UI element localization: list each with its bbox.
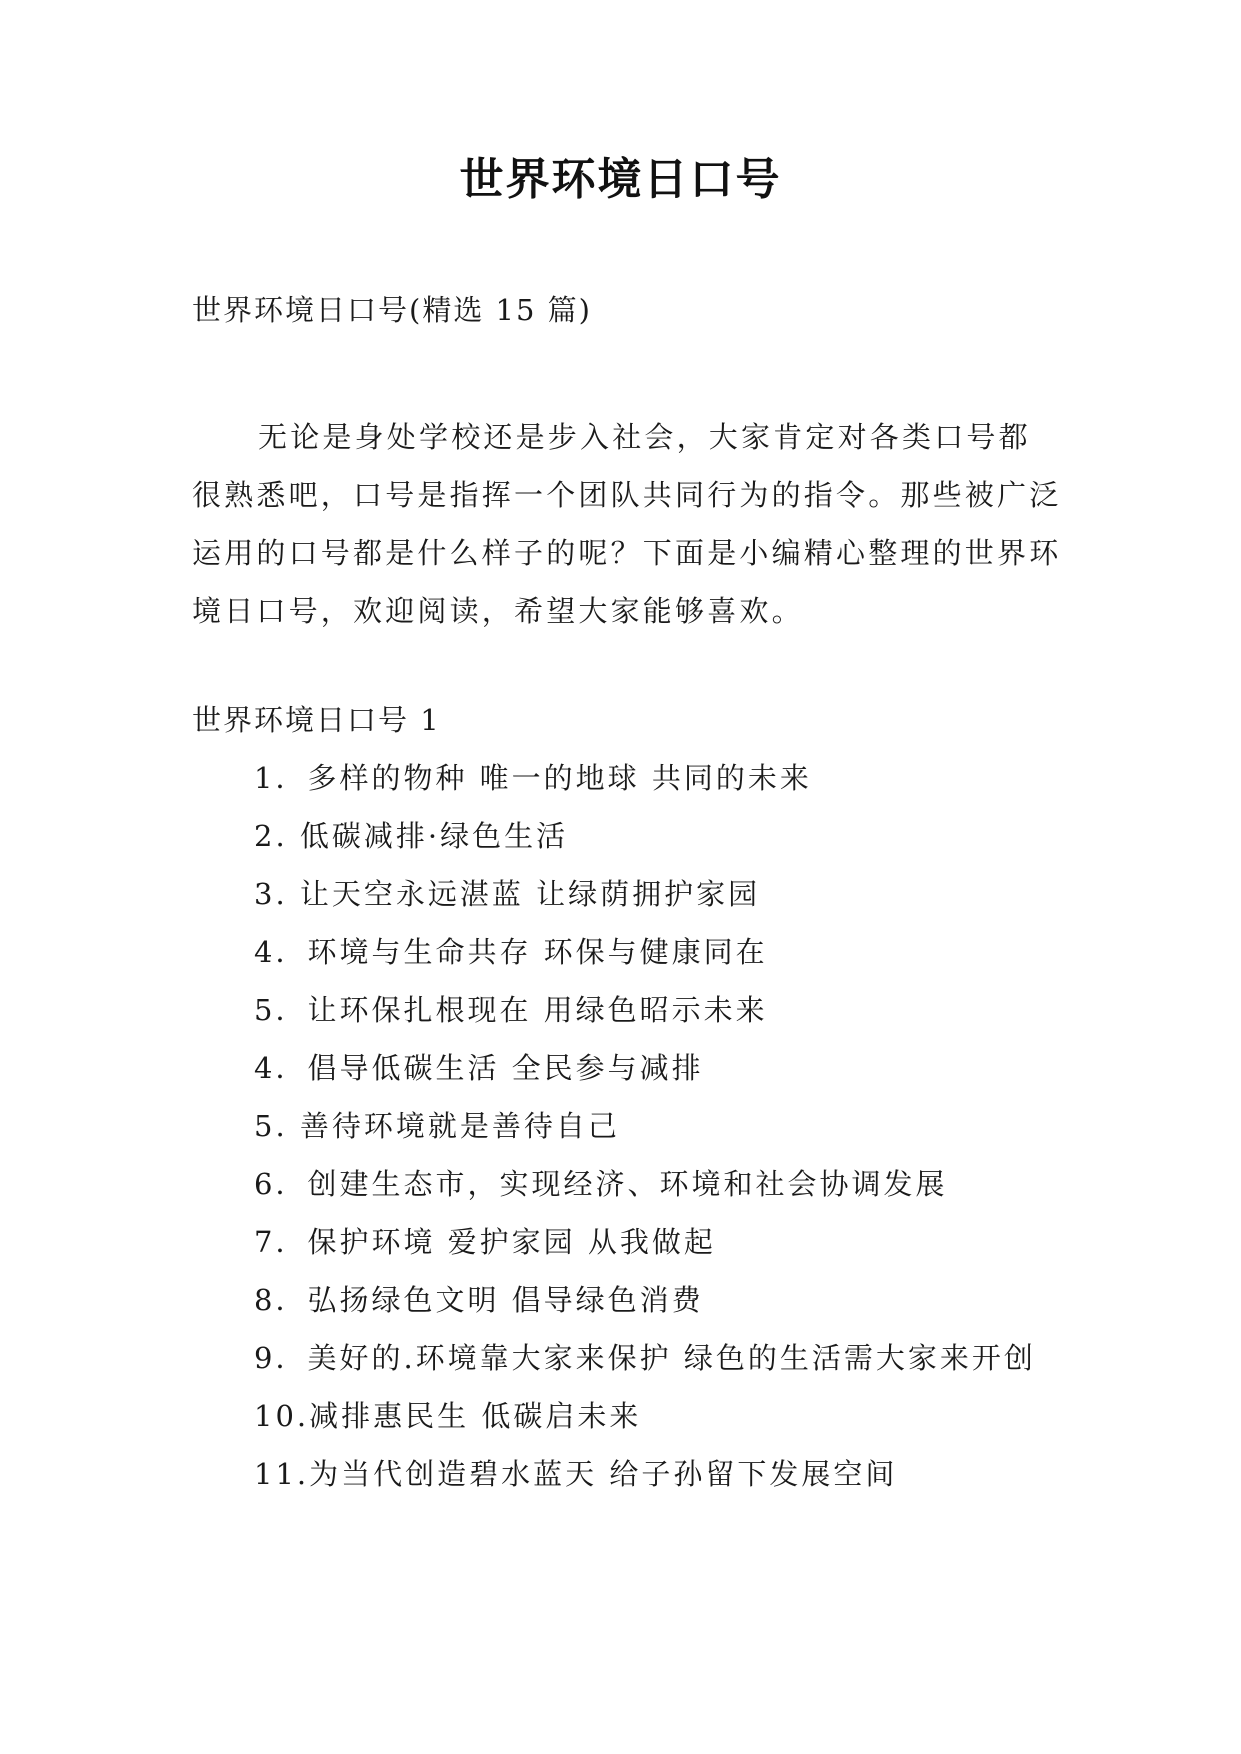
section-heading: 世界环境日口号 1 [192,703,441,737]
slogan-item: 8．弘扬绿色文明 倡导绿色消费 [254,1283,704,1317]
slogan-item: 3. 让天空永远湛蓝 让绿荫拥护家园 [254,877,761,911]
slogan-item: 5．让环保扎根现在 用绿色昭示未来 [254,993,768,1027]
slogan-item: 5. 善待环境就是善待自己 [254,1109,620,1143]
slogan-item: 7．保护环境 爱护家园 从我做起 [254,1225,716,1259]
slogan-list [192,749,1062,1503]
slogan-item: 1．多样的物种 唯一的地球 共同的未来 [254,761,812,795]
slogan-item: 4．倡导低碳生活 全民参与减排 [254,1051,704,1085]
slogan-item: 4．环境与生命共存 环保与健康同在 [254,935,768,969]
slogan-item: 2. 低碳减排·绿色生活 [254,819,569,853]
slogan-item: 9．美好的.环境靠大家来保护 绿色的生活需大家来开创 [254,1341,1036,1375]
intro-paragraph: 无论是身处学校还是步入社会，大家肯定对各类口号都很熟悉吧，口号是指挥一个团队共同行为的指令。那些被广泛运用的口号都是什么样子的呢？下面是小编精心整理的世界环境日口号，欢迎阅读，希望大家能够喜欢。 [192,420,1062,628]
slogan-item: 10.减排惠民生 低碳启未来 [254,1399,642,1433]
slogan-item: 11.为当代创造碧水蓝天 给子孙留下发展空间 [254,1457,898,1491]
slogan-item: 6．创建生态市，实现经济、环境和社会协调发展 [254,1167,948,1201]
document-subtitle: 世界环境日口号(精选 15 篇) [192,293,592,327]
document-title: 世界环境日口号 [459,154,782,205]
